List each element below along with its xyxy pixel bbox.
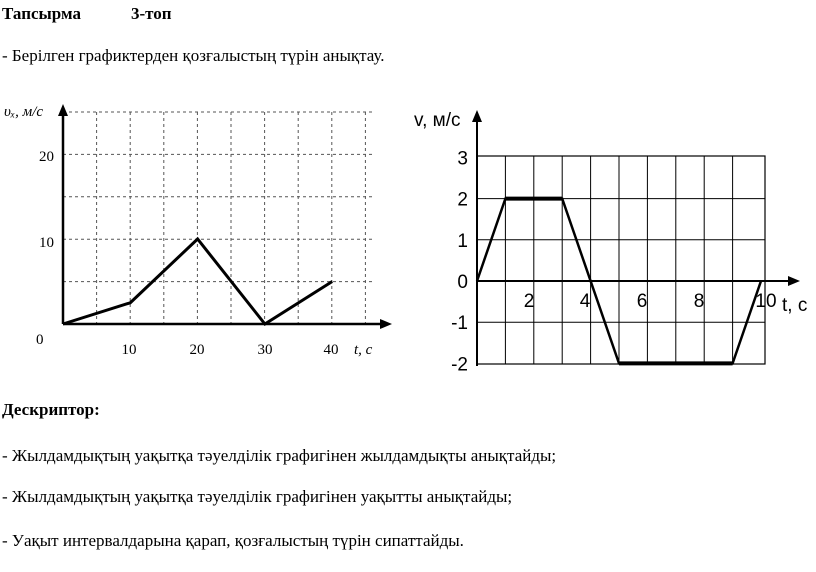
chart-right-ytick: 3	[457, 148, 468, 170]
chart-right-ytick: 1	[457, 230, 468, 252]
chart-right-axes	[472, 110, 800, 366]
chart-left-ytick: 20	[39, 149, 54, 165]
chart-right-ytick: -2	[451, 354, 468, 376]
chart-right-xtick: 2	[523, 291, 535, 312]
descriptor-item: - Жылдамдықтың уақытқа тәуелділік графигінен уақытты анықтайды;	[2, 487, 513, 506]
grid-border	[477, 156, 765, 364]
chart-left-ylabel: υₓ, м/с	[4, 104, 44, 120]
chart-right-ylabel: v, м/с	[414, 110, 461, 131]
descriptor-item: - Жылдамдықтың уақытқа тәуелділік графигінен жылдамдықты анықтайды;	[2, 446, 557, 465]
descriptor-title: Дескриптор:	[2, 400, 100, 419]
chart-right-xtick: 8	[693, 291, 705, 312]
chart-left-ytick: 0	[36, 332, 44, 348]
task-title: Тапсырма	[2, 4, 81, 23]
chart-left-xtick: 30	[257, 342, 273, 358]
chart-right	[410, 96, 810, 376]
chart-left-xtick: 10	[121, 342, 137, 358]
chart-right-grid	[477, 156, 765, 364]
instruction-text: - Берілген графиктерден қозғалыстың түрін анықтау.	[2, 46, 385, 65]
chart-right-xtick: 10	[755, 291, 777, 312]
chart-left-ytick: 10	[39, 235, 54, 251]
chart-right-ytick: 0	[457, 272, 468, 293]
chart-right-ytick: 2	[457, 189, 468, 211]
chart-left-xtick: 20	[189, 342, 205, 358]
chart-left-grid	[63, 112, 375, 324]
chart-left-xtick: 40	[323, 342, 339, 358]
chart-left-axes	[58, 104, 392, 329]
chart-left	[0, 96, 400, 371]
descriptor-item: - Уақыт интервалдарына қарап, қозғалыстың түрін сипаттайды.	[2, 531, 464, 550]
group-label: 3-топ	[131, 4, 172, 23]
chart-right-xtick: 6	[636, 291, 648, 312]
chart-left-xlabel: t, с	[354, 342, 373, 358]
chart-right-xtick: 4	[579, 291, 591, 312]
chart-right-ytick: -1	[451, 313, 468, 335]
chart-right-xlabel: t, с	[782, 295, 808, 316]
